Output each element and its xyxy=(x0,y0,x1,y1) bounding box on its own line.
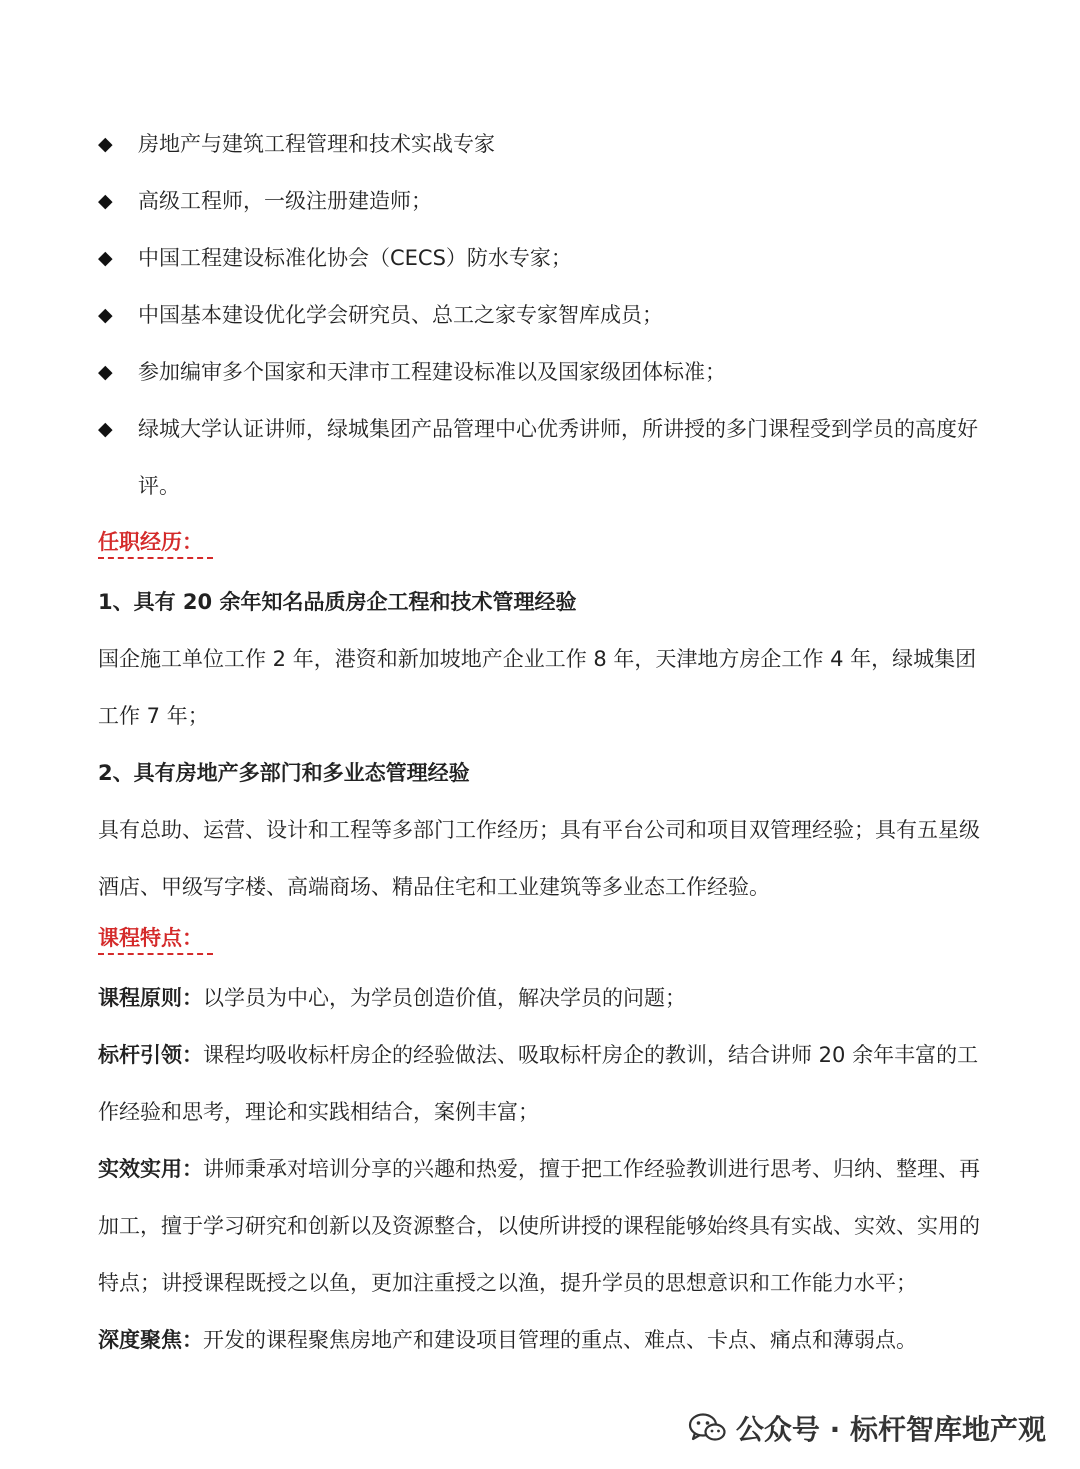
features-section xyxy=(98,910,988,1369)
list-item xyxy=(98,116,998,173)
list-item-text: 中国工程建设标准化协会（CECS）防水专家； xyxy=(138,246,572,270)
wechat-watermark xyxy=(688,1408,1046,1448)
list-item xyxy=(98,401,998,515)
list-item-text: 参加编审多个国家和天津市工程建设标准以及国家级团体标准； xyxy=(138,360,726,384)
features-heading: 课程特点： xyxy=(98,923,213,955)
feature-item xyxy=(98,970,988,1027)
feature-label: 课程原则： xyxy=(98,986,203,1010)
list-item xyxy=(98,173,998,230)
list-item-text: 高级工程师，一级注册建造师； xyxy=(138,189,432,213)
feature-text: 开发的课程聚焦房地产和建设项目管理的重点、难点、卡点、痛点和薄弱点。 xyxy=(203,1328,917,1352)
list-item xyxy=(98,344,998,401)
feature-item xyxy=(98,1312,988,1369)
credentials-list xyxy=(98,116,998,515)
feature-label: 实效实用： xyxy=(98,1157,203,1181)
experience-item-1-title: 1、具有 20 余年知名品质房企工程和技术管理经验 xyxy=(98,590,577,614)
wechat-icon xyxy=(688,1412,726,1444)
diamond-bullet-icon: ◆ xyxy=(98,361,113,383)
diamond-bullet-icon: ◆ xyxy=(98,304,113,326)
watermark-text: 公众号 · 标杆智库地产观 xyxy=(735,1413,1046,1446)
list-item-text: 绿城大学认证讲师，绿城集团产品管理中心优秀讲师，所讲授的多门课程受到学员的高度好评。 xyxy=(138,417,978,498)
experience-item-2-title: 2、具有房地产多部门和多业态管理经验 xyxy=(98,761,470,785)
feature-text: 课程均吸收标杆房企的经验做法、吸取标杆房企的教训，结合讲师 20 余年丰富的工作经验和思考，理论和实践相结合，案例丰富； xyxy=(98,1043,979,1124)
list-item-text: 房地产与建筑工程管理和技术实战专家 xyxy=(138,132,495,156)
list-item xyxy=(98,230,998,287)
diamond-bullet-icon: ◆ xyxy=(98,133,113,155)
diamond-bullet-icon: ◆ xyxy=(98,247,113,269)
feature-text: 讲师秉承对培训分享的兴趣和热爱，擅于把工作经验教训进行思考、归纳、整理、再加工，擅于学习研究和创新以及资源整合，以使所讲授的课程能够始终具有实战、实效、实用的特点；讲授课程既授之以鱼，更加注重授之以渔，提升学员的思想意识和工作能力水平； xyxy=(98,1157,980,1295)
experience-item-2-body: 具有总助、运营、设计和工程等多部门工作经历；具有平台公司和项目双管理经验；具有五星级酒店、甲级写字楼、高端商场、精品住宅和工业建筑等多业态工作经验。 xyxy=(98,818,980,899)
feature-item xyxy=(98,1027,988,1141)
diamond-bullet-icon: ◆ xyxy=(98,418,113,440)
feature-label: 深度聚焦： xyxy=(98,1328,203,1352)
feature-text: 以学员为中心，为学员创造价值，解决学员的问题； xyxy=(203,986,686,1010)
diamond-bullet-icon: ◆ xyxy=(98,190,113,212)
experience-section xyxy=(98,514,988,916)
list-item xyxy=(98,287,998,344)
feature-label: 标杆引领： xyxy=(98,1043,203,1067)
experience-item-1-body: 国企施工单位工作 2 年，港资和新加坡地产企业工作 8 年，天津地方房企工作 4 年，绿城集团工作 7 年； xyxy=(98,647,977,728)
list-item-text: 中国基本建设优化学会研究员、总工之家专家智库成员； xyxy=(138,303,663,327)
feature-item xyxy=(98,1141,988,1312)
experience-heading: 任职经历： xyxy=(98,527,213,559)
